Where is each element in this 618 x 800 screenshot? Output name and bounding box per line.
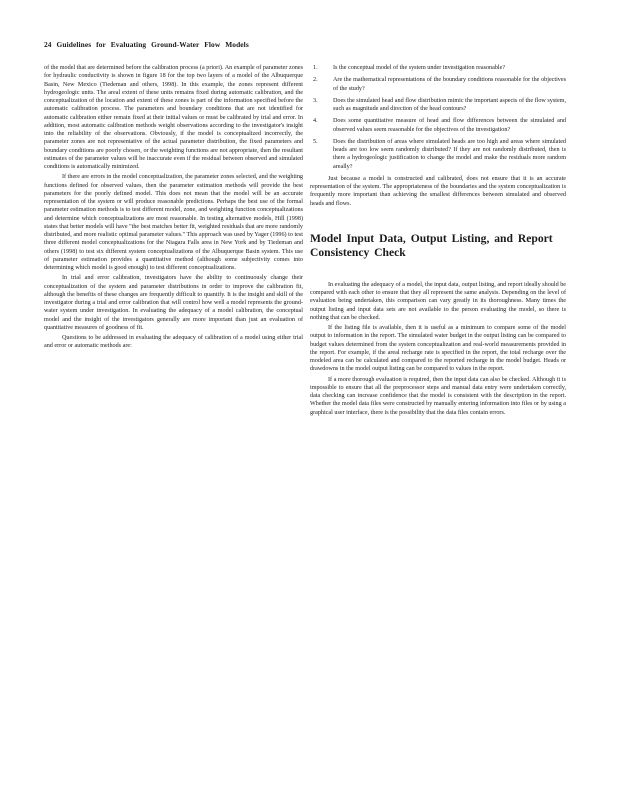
body-paragraph: of the model that are determined before the calibration process (a priori). An example of parameter zones for hydraulic conductivity is shown in figure 18 for the top two layers of a model of the Albuquerque Basin, New Mexico (Tiedeman and others, 1998). In this example, the zones represent different hydrogeologic units. The areal extent of these units remains fixed during automatic calibration, and the conceptualization of the location and extent of these zones is part of the information specified before the automatic calibration process. The parameters and boundary conditions that are not identified for automatic calibration either remain fixed at their initial values or must be calibrated by trial and error. In addition, most automatic calibration methods weight observations according to the investigator's insight into the reliability of the observations. Obviously, if the model is conceptualized incorrectly, the parameter zones are not representative of the actual parameter distribution, the fixed parameters and boundary conditions are poorly chosen, or the weighting functions are not appropriate, then the resultant estimates of the parameter values will be inaccurate even if the residual between observed and simulated conditions is automatically minimized.: [44, 65, 303, 170]
right-column: [310, 64, 566, 417]
running-head: 24 Guidelines for Evaluating Ground-Water Flow Models: [44, 40, 249, 49]
list-item: [310, 138, 566, 171]
section-heading: Model Input Data, Output Listing, and Report Consistency Check: [310, 231, 553, 260]
list-item: [310, 97, 566, 114]
list-item: [310, 76, 566, 93]
list-item-number: 4.: [313, 118, 318, 125]
list-item-number: 3.: [313, 97, 318, 104]
calibration-questions-list: [310, 64, 566, 171]
list-item-text: Is the conceptual model of the system under investigation reasonable?: [333, 65, 506, 71]
list-item-text: Does some quantitative measure of head and flow differences between the simulated and observed values seem reasonable for the objectives of the investigation?: [333, 118, 566, 133]
list-item-text: Are the mathematical representations of the boundary conditions reasonable for the objectives of the study?: [333, 77, 566, 92]
left-column: [44, 64, 303, 351]
list-item: [310, 64, 566, 72]
body-paragraph: Questions to be addressed in evaluating the adequacy of calibration of a model using either trial and error or automatic methods are:: [44, 335, 303, 350]
body-paragraph: In evaluating the adequacy of a model, the input data, output listing, and report ideally should be compared with each other to ensure that they all represent the same analysis. Depending on the level of evaluation being undertaken, this comparison can vary greatly in its thoroughness. Many times the output listing and input data sets are not available to the person evaluating the model, so there is nothing that can be checked.: [310, 281, 566, 321]
list-item-number: 5.: [313, 138, 318, 145]
body-paragraph: If a more thorough evaluation is required, then the input data can also be checked. Although it is impossible to ensure that all the preprocessor steps and manual data entry were undertaken correctly, data checking can increase confidence that the model is consistent with the description in the report. Whether the model data files were constructed by manually entering information into files or by using a graphical user interface, there is the possibility that the data files contain errors.: [310, 376, 566, 416]
body-paragraph: In trial and error calibration, investigators have the ability to continuously change their conceptualization of the system and parameter distributions in order to improve the calibration fit, although the benefits of these changes are frequently difficult to quantify. It is the insight and skill of the investigator during a trial and error calibration that will control how well a model represents the ground-water system under investigation. In evaluating the adequacy of a model calibration, the conceptual model and the insight of the investigators generally are more important than just an evaluation of quantitative measures of goodness of fit.: [44, 275, 303, 331]
list-item: [310, 117, 566, 134]
list-item-number: 1.: [313, 65, 318, 71]
list-item-number: 2.: [313, 77, 318, 84]
list-item-text: Does the simulated head and flow distribution mimic the important aspects of the flow system, such as magnitude and direction of the head contours?: [333, 97, 566, 112]
list-item-text: Does the distribution of areas where simulated heads are too high and areas where simulated heads are too low seem randomly distributed? If they are not randomly distributed, then is there a hydrogeologic justification to change the model and make the residuals more random areally?: [333, 138, 566, 170]
body-paragraph: Just because a model is constructed and calibrated, does not ensure that it is an accurate representation of the system. The appropriateness of the boundaries and the system conceptualization is frequently more important than achieving the smallest differences between simulated and observed heads and flows.: [310, 175, 566, 207]
body-paragraph: If there are errors in the model conceptualization, the parameter zones selected, and the weighting functions defined for observed values, then the parameter estimation methods will provide the best parameters for the poorly defined model. This does not mean that the model will be an accurate representation of the system or will produce reasonable predictions. Perhaps the best use of the formal parameter estimation methods is to test different model, zone, and weighting function conceptualizations and determine which conceptualizations are most reasonable. In testing alternative models, Hill (1998) states that better models will have "the best matches better fit, weighted residuals that are more randomly distributed, and more realistic optimal parameter values." This approach was used by Yager (1996) to test three different model conceptualizations for the Niagara Falls area in New York and by Tiedeman and others (1998) to test six different system conceptualizations of the Albuquerque Basin system. This use of parameter estimation provides a quantitative method (although some subjectivity comes into determining which model is good enough) to test different conceptualizations.: [44, 174, 303, 271]
body-paragraph: If the listing file is available, then it is useful as a minimum to compare some of the model output to information in the report. The simulated water budget in the output listing can be compared to budget values determined from the system conceptualization and real-world measurements provided in the report. For example, if the areal recharge rate is specified in the report, the total recharge over the modeled area can be calculated and compared to the reported recharge in the model budget. Heads or drawdowns in the model output listing can be compared to values in the report.: [310, 325, 566, 373]
